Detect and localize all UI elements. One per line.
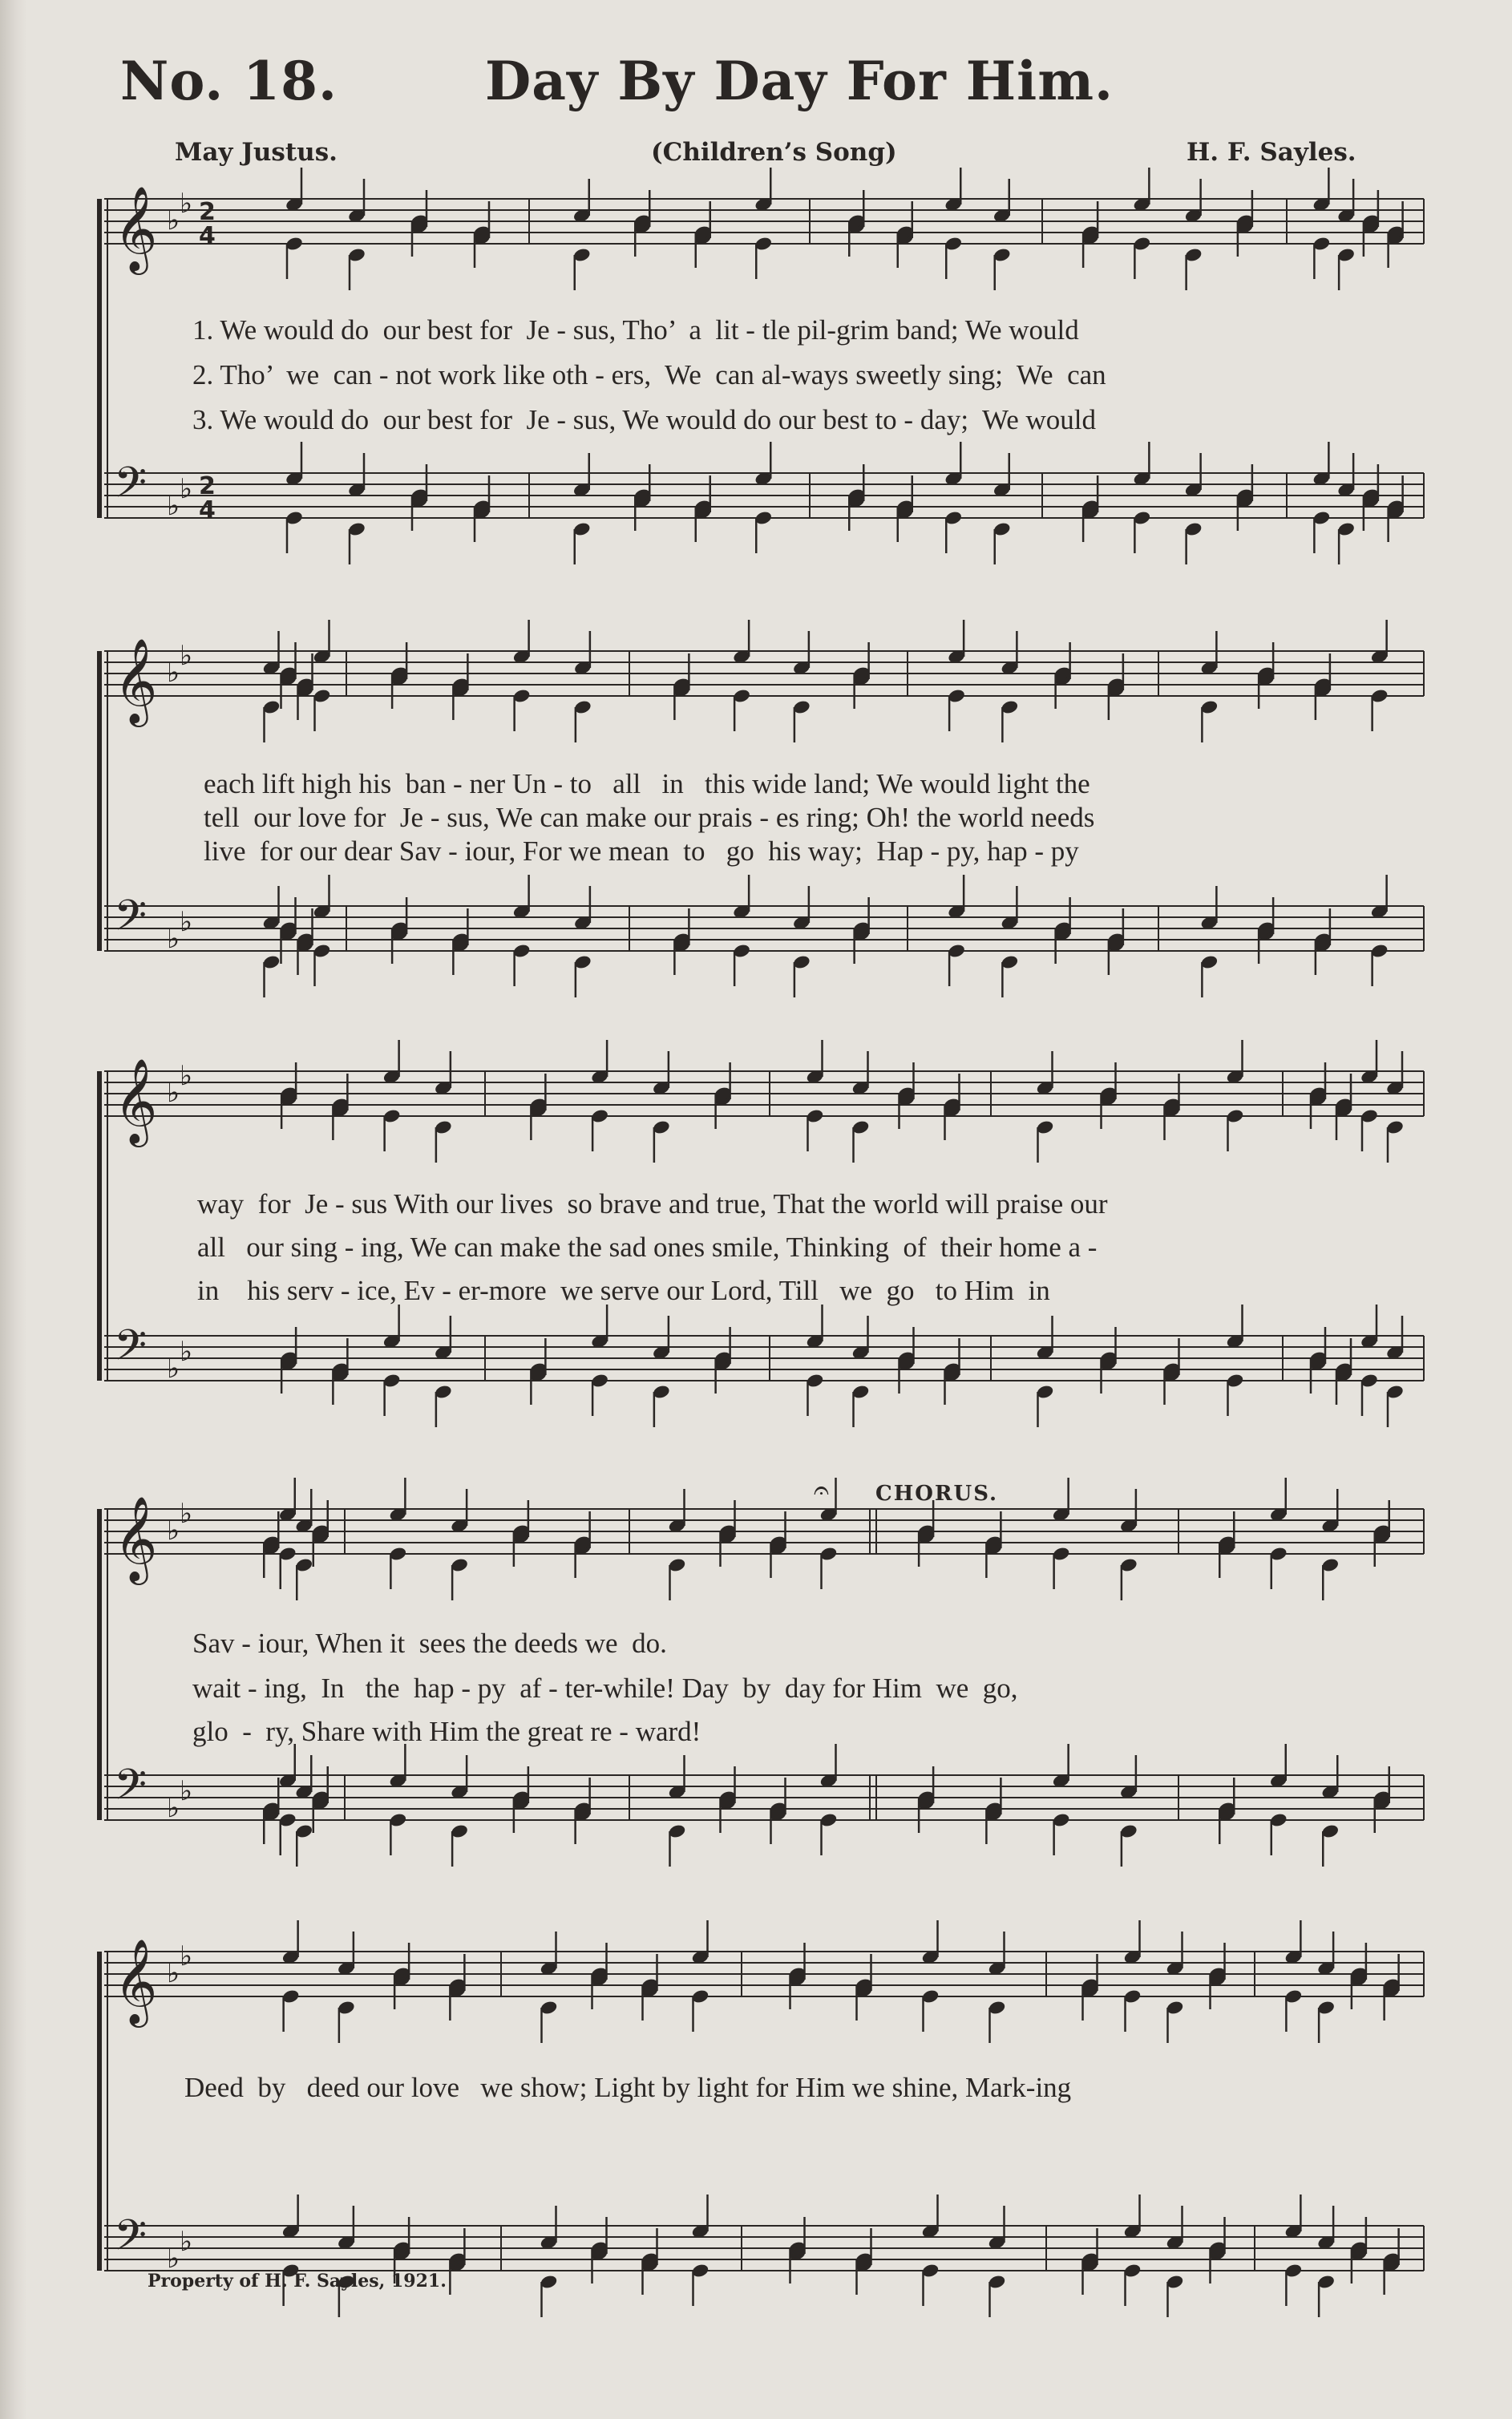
flat-icon: ♭: [167, 1957, 180, 1989]
time-signature-top: 2: [199, 472, 216, 500]
flat-icon: ♭: [167, 1353, 180, 1385]
flat-icon: ♭: [167, 204, 180, 237]
treble-clef-icon: 𝄞: [114, 1058, 158, 1143]
lyric-chorus: Deed by deed our love we show; Light by light for Him we shine, Mark-ing: [184, 2072, 1072, 2103]
flat-icon: ♭: [167, 1515, 180, 1547]
copyright-footer: Property of H. F. Sayles, 1921.: [148, 2271, 447, 2292]
flat-icon: ♭: [167, 1792, 180, 1824]
composer-credit: H. F. Sayles.: [1187, 138, 1356, 167]
flat-icon: ♭: [180, 640, 193, 672]
time-signature-top: 2: [199, 198, 216, 226]
bass-clef-icon: 𝄢: [114, 892, 148, 951]
lyric-verse-1: each lift high his ban - ner Un - to all in this wide land; We would light the: [204, 768, 1090, 799]
chorus-label: CHORUS.: [875, 1482, 999, 1506]
flat-icon: ♭: [180, 2226, 193, 2258]
bass-clef-icon: 𝄢: [114, 459, 148, 518]
lyric-verse-3: live for our dear Sav - iour, For we mean to go his way; Hap - py, hap - py: [204, 835, 1079, 867]
flat-icon: ♭: [180, 906, 193, 938]
time-signature-bottom: 4: [199, 222, 216, 250]
lyric-verse-2: wait - ing, In the hap - py af - ter-while! Day by day for Him we go,: [192, 1673, 1018, 1704]
hymn-subtitle: (Children’s Song): [651, 138, 897, 167]
treble-clef-icon: 𝄞: [114, 185, 158, 271]
flat-icon: ♭: [167, 490, 180, 522]
flat-icon: ♭: [167, 657, 180, 689]
lyric-verse-2: all our sing - ing, We can make the sad ones smile, Thinking of their home a -: [197, 1232, 1098, 1263]
fermata-icon: 𝄐: [814, 1474, 829, 1507]
lyric-verse-3: in his serv - ice, Ev - er-more we serve our Lord, Till we go to Him in: [197, 1275, 1050, 1306]
flat-icon: ♭: [180, 1060, 193, 1092]
time-signature-bottom: 4: [199, 496, 216, 524]
lyric-verse-1: Sav - iour, When it sees the deeds we do.: [192, 1628, 667, 1659]
flat-icon: ♭: [180, 1498, 193, 1530]
bass-clef-icon: 𝄢: [114, 1761, 148, 1820]
treble-clef-icon: 𝄞: [114, 637, 158, 723]
flat-icon: ♭: [180, 1775, 193, 1807]
lyricist-credit: May Justus.: [175, 138, 338, 167]
flat-icon: ♭: [167, 1077, 180, 1109]
flat-icon: ♭: [180, 1336, 193, 1368]
hymn-number: No. 18.: [120, 50, 338, 112]
lyric-verse-2: 2. Tho’ we can - not work like oth - ers, We can al-ways sweetly sing; We can: [192, 359, 1106, 390]
flat-icon: ♭: [180, 473, 193, 505]
lyric-verse-1: way for Je - sus With our lives so brave and true, That the world will praise our: [197, 1188, 1108, 1220]
flat-icon: ♭: [180, 1940, 193, 1972]
flat-icon: ♭: [167, 2243, 180, 2275]
lyric-verse-2: tell our love for Je - sus, We can make our prais - es ring; Oh! the world needs: [204, 802, 1095, 833]
lyric-verse-3: 3. We would do our best for Je - sus, We would do our best to - day; We would: [192, 404, 1096, 435]
lyric-verse-3: glo - ry, Share with Him the great re - ward!: [192, 1716, 701, 1747]
treble-clef-icon: 𝄞: [114, 1938, 158, 2024]
lyric-verse-1: 1. We would do our best for Je - sus, Tho’ a lit - tle pil-grim band; We would: [192, 314, 1079, 346]
bass-clef-icon: 𝄢: [114, 1321, 148, 1381]
flat-icon: ♭: [180, 188, 193, 220]
flat-icon: ♭: [167, 923, 180, 955]
treble-clef-icon: 𝄞: [114, 1495, 158, 1581]
hymn-title: Day By Day For Him.: [485, 50, 1114, 112]
bass-clef-icon: 𝄢: [114, 2211, 148, 2271]
